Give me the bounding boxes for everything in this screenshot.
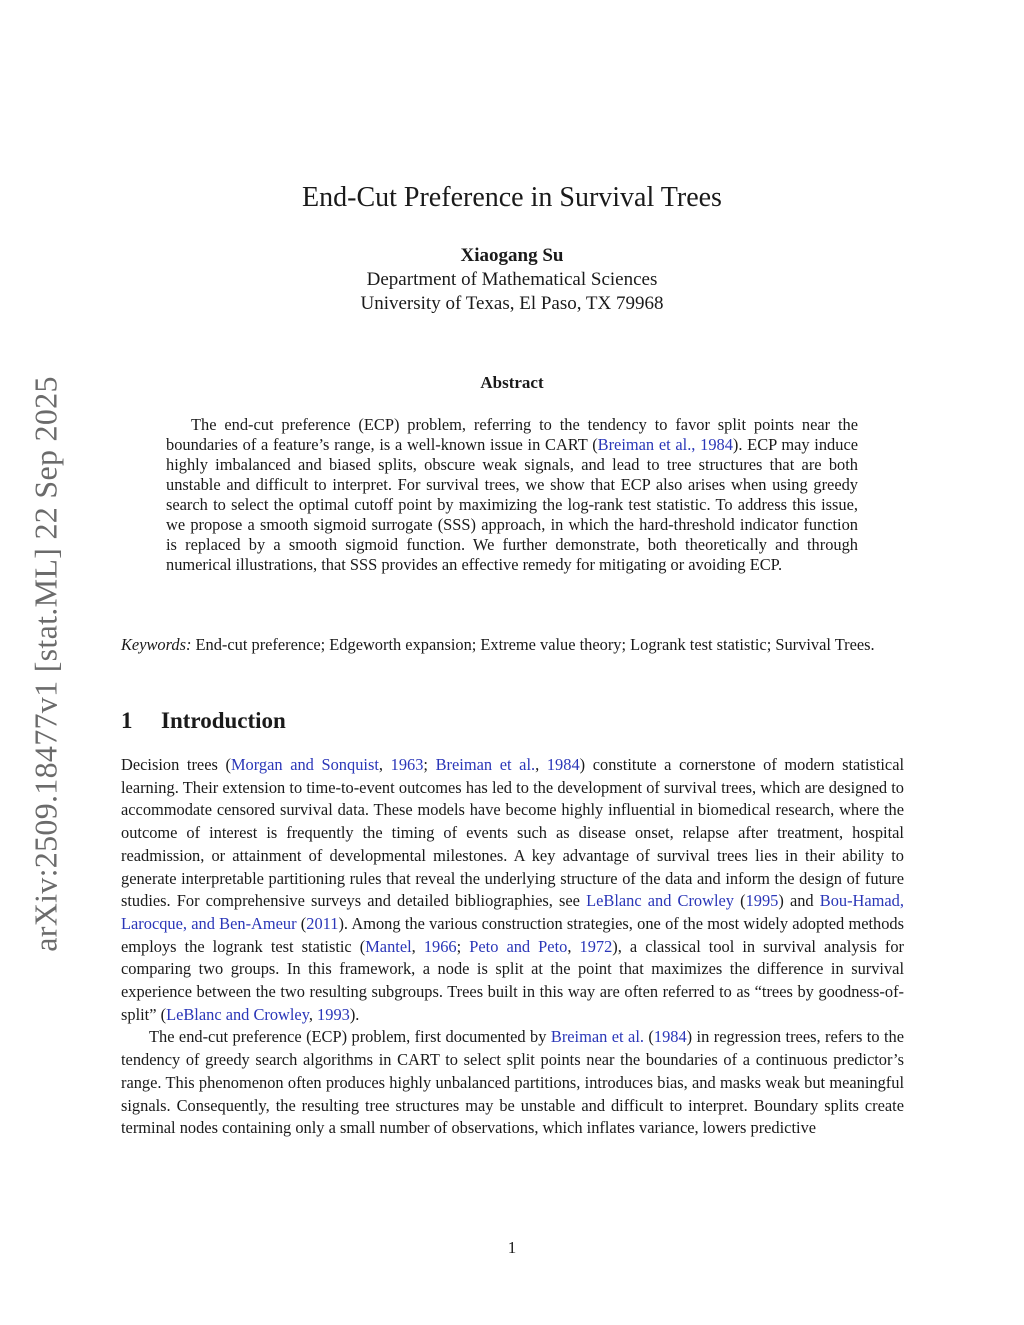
- author-department: Department of Mathematical Sciences: [366, 269, 658, 290]
- introduction-paragraph-2: [121, 1026, 904, 1140]
- page-number: 1: [507, 1238, 517, 1257]
- section-title: Introduction: [161, 708, 286, 733]
- abstract-text: [166, 415, 858, 575]
- citation-link[interactable]: LeBlanc and Crowley: [166, 1004, 309, 1024]
- paragraph-text: (: [296, 913, 307, 933]
- paragraph-text: ,: [378, 755, 391, 774]
- paragraph-text: ;: [423, 755, 436, 774]
- keywords-text: End-cut preference; Edgeworth expansion; Extreme value theory; Logrank test statistic; Survival Trees.: [191, 635, 875, 654]
- citation-link[interactable]: 1984: [653, 1027, 687, 1047]
- arxiv-identifier: arXiv:2509.18477v1 [stat.ML] 22 Sep 2025: [27, 376, 64, 952]
- paragraph-text: ) and: [778, 891, 820, 911]
- paragraph-text: ). Among the various construction strategies, one of the most widely adopted methods employs the logrank test statistic (: [121, 913, 904, 956]
- paragraph-text: ).: [349, 1004, 360, 1024]
- introduction-paragraph-1: [121, 754, 904, 1026]
- abstract-text-part: ). ECP may induce highly imbalanced and biased splits, obscure weak signals, and lead to tree structures that are both unstable and difficult to interpret. For survival trees, we show that ECP also arises when using greedy search to select the optimal cutoff point by maximizing the log-rank test statistic. To address this issue, we propose a smooth sigmoid surrogate (SSS) approach, in which the hard-threshold indicator function is replaced by a smooth sigmoid function. We further demonstrate, both theoretically and through numerical illustrations, that SSS provides an effective remedy for mitigating or avoiding ECP.: [166, 435, 858, 574]
- citation-link[interactable]: Breiman et al.: [550, 1027, 644, 1047]
- citation-link[interactable]: 1966: [423, 936, 457, 956]
- citation-link[interactable]: 1963: [390, 755, 424, 774]
- paragraph-text: Decision trees (: [121, 755, 231, 774]
- paragraph-text: ,: [308, 1004, 318, 1024]
- section-heading-introduction: [121, 708, 286, 734]
- paragraph-text: ;: [456, 936, 470, 956]
- paragraph-text: The end-cut preference (ECP) problem, first documented by: [149, 1027, 551, 1047]
- citation-link[interactable]: Breiman et al., 1984: [597, 435, 733, 454]
- paragraph-text: ,: [535, 755, 547, 774]
- section-number: 1: [121, 708, 133, 733]
- citation-link[interactable]: 1984: [546, 755, 580, 774]
- paragraph-text: (: [734, 891, 746, 911]
- paragraph-text: ), a classical tool in survival analysis for comparing two groups. In this framework, a node is split at the point that maximizes the difference in survival experience between the two resulting subgroups. Trees built in this way are often referred to as “trees by goodness-of-split” (: [121, 936, 905, 1024]
- abstract-text-part: The end-cut preference (ECP) problem, referring to the tendency to favor split points near the boundaries of a feature’s range, is a well-known issue in CART (: [166, 415, 858, 454]
- keywords-label: Keywords:: [121, 635, 192, 654]
- citation-link[interactable]: 1995: [745, 891, 779, 911]
- citation-link[interactable]: Mantel: [365, 936, 412, 956]
- citation-link[interactable]: 2011: [306, 913, 339, 933]
- citation-link[interactable]: Bou-Hamad, Larocque, and Ben-Ameur: [121, 891, 904, 933]
- citation-link[interactable]: Breiman et al.: [435, 755, 536, 774]
- author-institution: University of Texas, El Paso, TX 79968: [360, 293, 664, 314]
- paragraph-text: ,: [411, 936, 424, 956]
- author-name: Xiaogang Su: [460, 245, 564, 266]
- introduction-body: [121, 754, 904, 1140]
- author-block: [0, 244, 1024, 316]
- citation-link[interactable]: LeBlanc and Crowley: [586, 891, 734, 911]
- paragraph-text: ,: [567, 936, 580, 956]
- citation-link[interactable]: 1993: [317, 1004, 350, 1024]
- citation-link[interactable]: Peto and Peto: [469, 936, 568, 956]
- citation-link[interactable]: 1972: [579, 936, 613, 956]
- citation-link[interactable]: Morgan and Sonquist: [230, 755, 379, 774]
- paragraph-text: (: [643, 1027, 654, 1047]
- abstract-heading: Abstract: [480, 373, 544, 392]
- paragraph-text: ) constitute a cornerstone of modern statistical learning. Their extension to time-to-event outcomes has led to the development of survival trees, which are designed to accommodate censored survival data. These models have become highly influential in biomedical research, where the outcome of interest is frequently the timing of events such as disease onset, relapse after treatment, hospital readmission, or attainment of developmental milestones. A key advantage of survival trees lies in their ability to generate interpretable partitioning rules that reveal the underlying structure of the data and inform the design of future studies. For comprehensive surveys and detailed bibliographies, see: [121, 755, 905, 911]
- keywords: [121, 634, 904, 656]
- paper-title: End-Cut Preference in Survival Trees: [302, 182, 722, 213]
- paragraph-text: ) in regression trees, refers to the tendency of greedy search algorithms in CART to select split points near the boundaries of a continuous predictor’s range. This phenomenon often produces highly unbalanced partitions, introduces bias, and masks weak but meaningful signals. Consequently, the resulting tree structures may be unstable and difficult to interpret. Boundary splits create terminal nodes containing only a small number of observations, which inflates variance, lowers predictive: [121, 1027, 904, 1138]
